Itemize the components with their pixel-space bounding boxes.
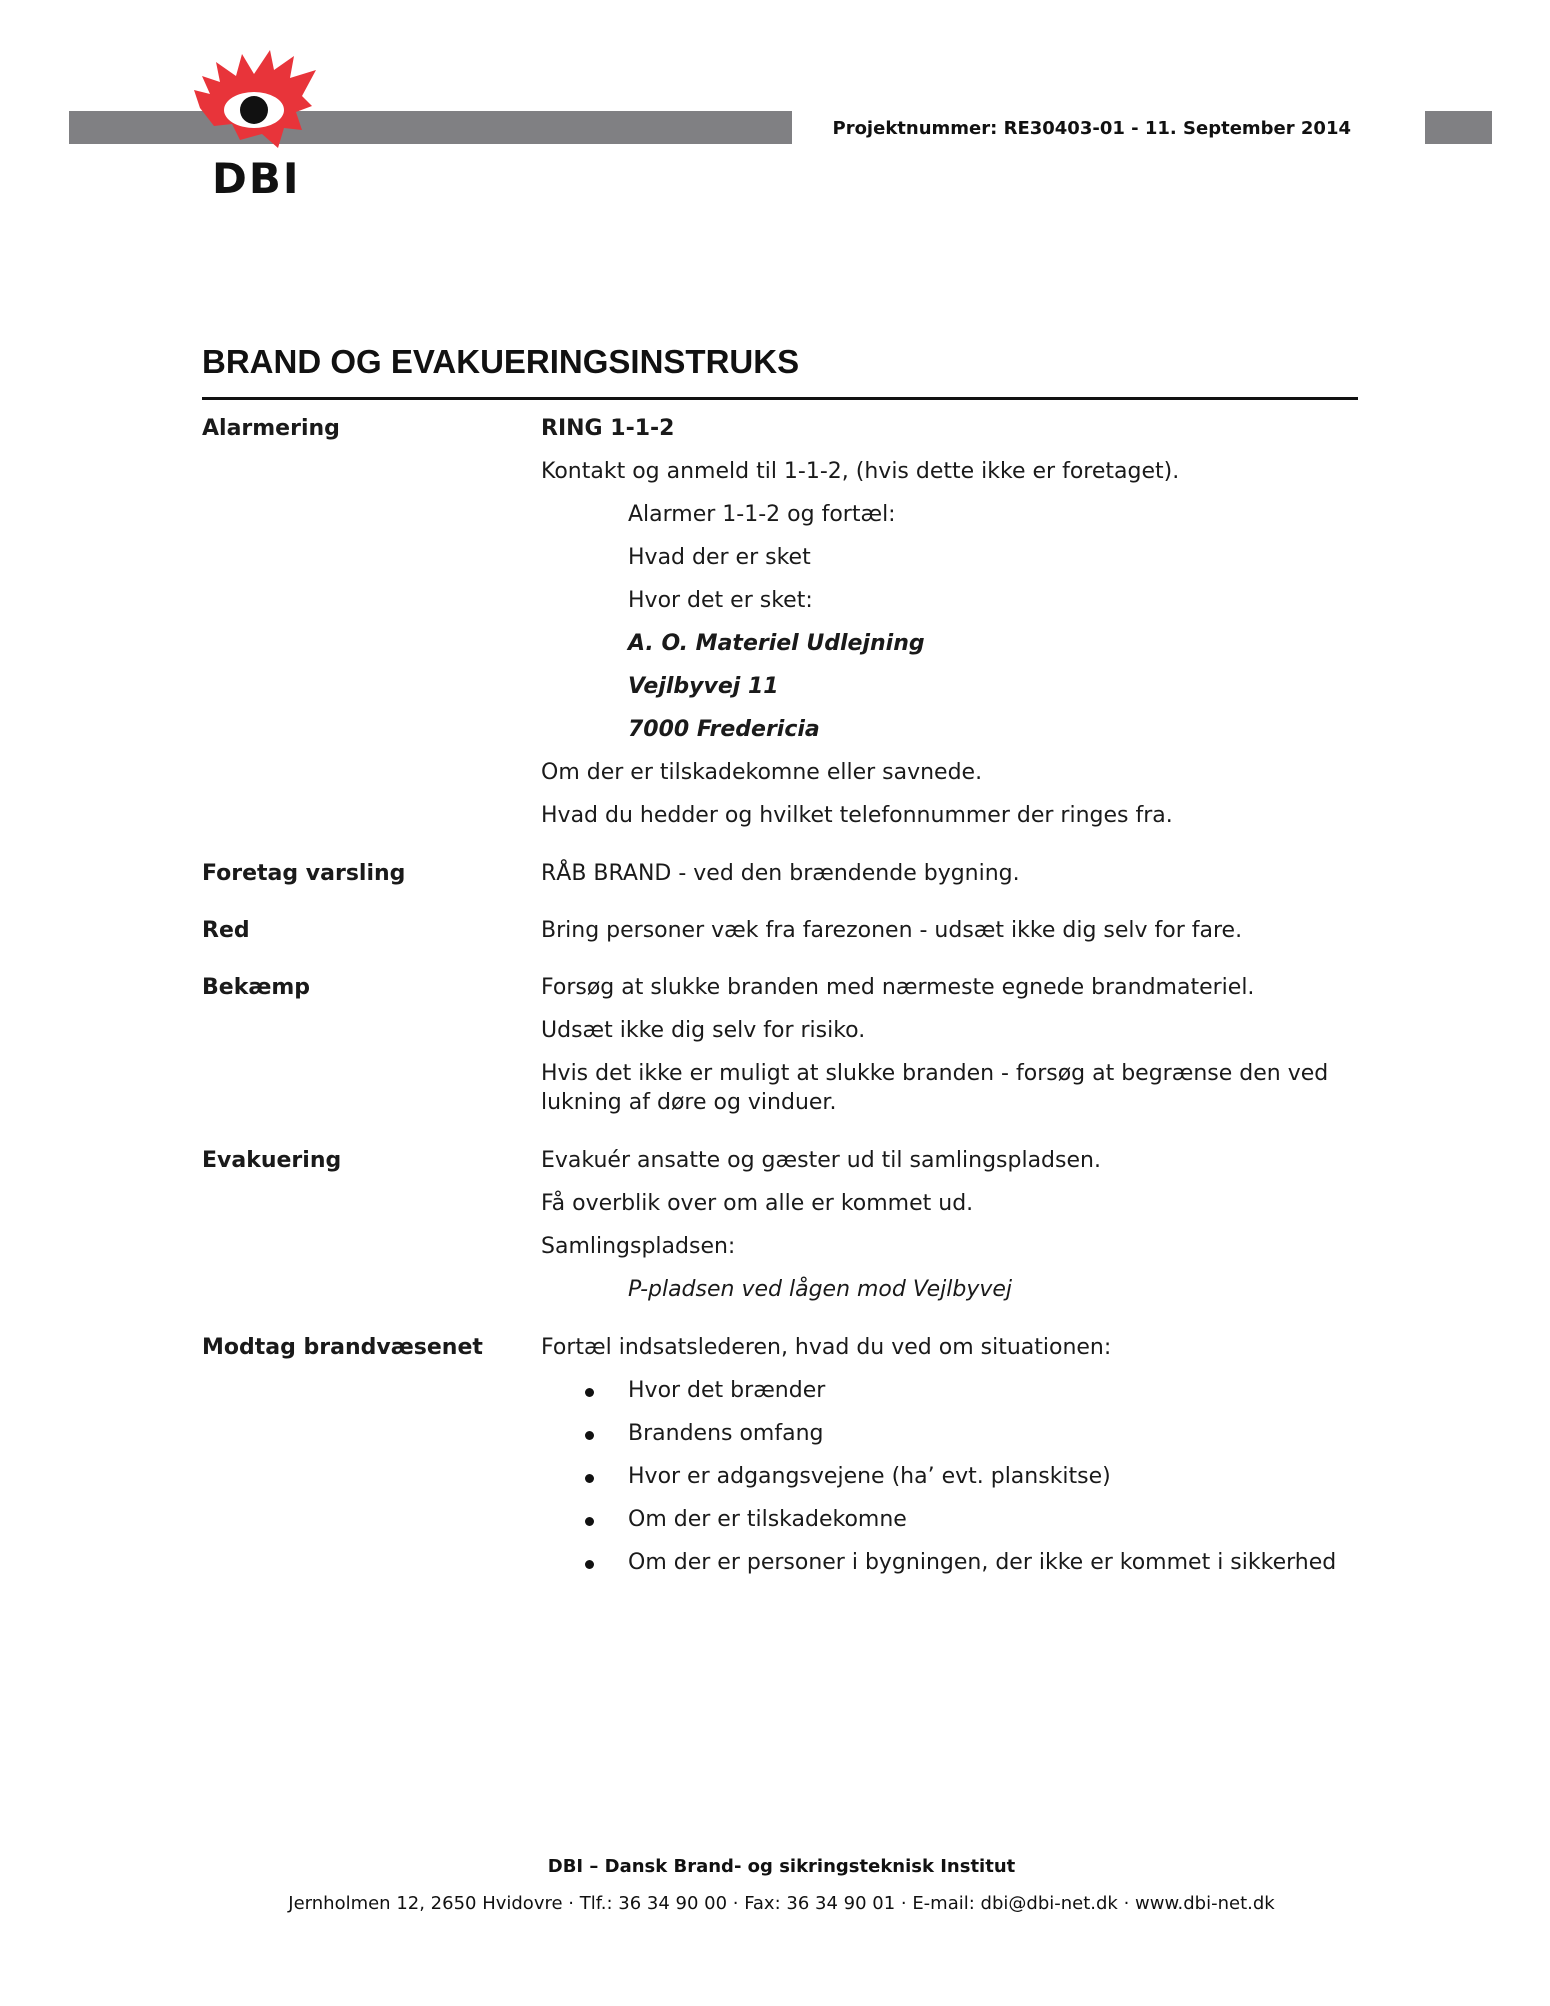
text-line: Kontakt og anmeld til 1-1-2, (hvis dette ikke er foretaget). (541, 459, 1180, 484)
address-street: Vejlbyvej 11 (628, 674, 779, 699)
list-item: Hvor er adgangsvejene (ha’ evt. planskitse) (628, 1464, 1111, 1489)
text-line: Fortæl indsatslederen, hvad du ved om situationen: (541, 1335, 1112, 1360)
header-bar-left (69, 111, 792, 144)
text-line: lukning af døre og vinduer. (541, 1090, 837, 1115)
section-label-evakuering: Evakuering (202, 1148, 342, 1173)
title-rule (202, 397, 1358, 400)
flame-eye-icon (192, 48, 322, 158)
section-label-modtag: Modtag brandvæsenet (202, 1335, 483, 1360)
project-number: Projektnummer: RE30403-01 - 11. September 2014 (832, 118, 1351, 139)
text-line: Alarmer 1-1-2 og fortæl: (628, 502, 896, 527)
text-line: Hvor det er sket: (628, 588, 813, 613)
text-line: Hvis det ikke er muligt at slukke branden - forsøg at begrænse den ved (541, 1061, 1329, 1086)
address-city: 7000 Fredericia (628, 717, 820, 742)
footer-title: DBI – Dansk Brand- og sikringsteknisk Institut (547, 1856, 1016, 1877)
section-label-red: Red (202, 918, 250, 943)
text-line: Få overblik over om alle er kommet ud. (541, 1191, 974, 1216)
list-item: Om der er personer i bygningen, der ikke er kommet i sikkerhed (628, 1550, 1337, 1575)
bullet-icon (585, 1474, 594, 1483)
text-line: Udsæt ikke dig selv for risiko. (541, 1018, 866, 1043)
section-label-alarmering: Alarmering (202, 416, 340, 441)
address-company: A. O. Materiel Udlejning (628, 631, 925, 656)
list-item: Hvor det brænder (628, 1378, 826, 1403)
text-line: Evakuér ansatte og gæster ud til samlingspladsen. (541, 1148, 1101, 1173)
text-line: Hvad der er sket (628, 545, 811, 570)
text-line: RÅB BRAND - ved den brændende bygning. (541, 861, 1020, 886)
header-bar-right (1425, 111, 1492, 144)
bullet-icon (585, 1388, 594, 1397)
bullet-icon (585, 1431, 594, 1440)
section-label-bekaemp: Bekæmp (202, 975, 311, 1000)
assembly-point: P-pladsen ved lågen mod Vejlbyvej (628, 1277, 1013, 1302)
page-title: BRAND OG EVAKUERINGSINSTRUKS (202, 343, 800, 380)
logo-text: DBI (212, 154, 301, 203)
bullet-icon (585, 1517, 594, 1526)
footer-contact: Jernholmen 12, 2650 Hvidovre · Tlf.: 36 34 90 00 · Fax: 36 34 90 01 · E-mail: dbi@dbi-net.dk · www.dbi-net.dk (288, 1893, 1275, 1914)
dbi-logo (192, 48, 322, 203)
text-line: Om der er tilskadekomne eller savnede. (541, 760, 983, 785)
text-line: Bring personer væk fra farezonen - udsæt ikke dig selv for fare. (541, 918, 1243, 943)
list-item: Brandens omfang (628, 1421, 824, 1446)
text-line: Forsøg at slukke branden med nærmeste egnede brandmateriel. (541, 975, 1255, 1000)
section-label-varsling: Foretag varsling (202, 861, 406, 886)
list-item: Om der er tilskadekomne (628, 1507, 907, 1532)
ring-heading: RING 1-1-2 (541, 416, 675, 441)
text-line: Hvad du hedder og hvilket telefonnummer der ringes fra. (541, 803, 1173, 828)
bullet-icon (585, 1560, 594, 1569)
text-line: Samlingspladsen: (541, 1234, 736, 1259)
